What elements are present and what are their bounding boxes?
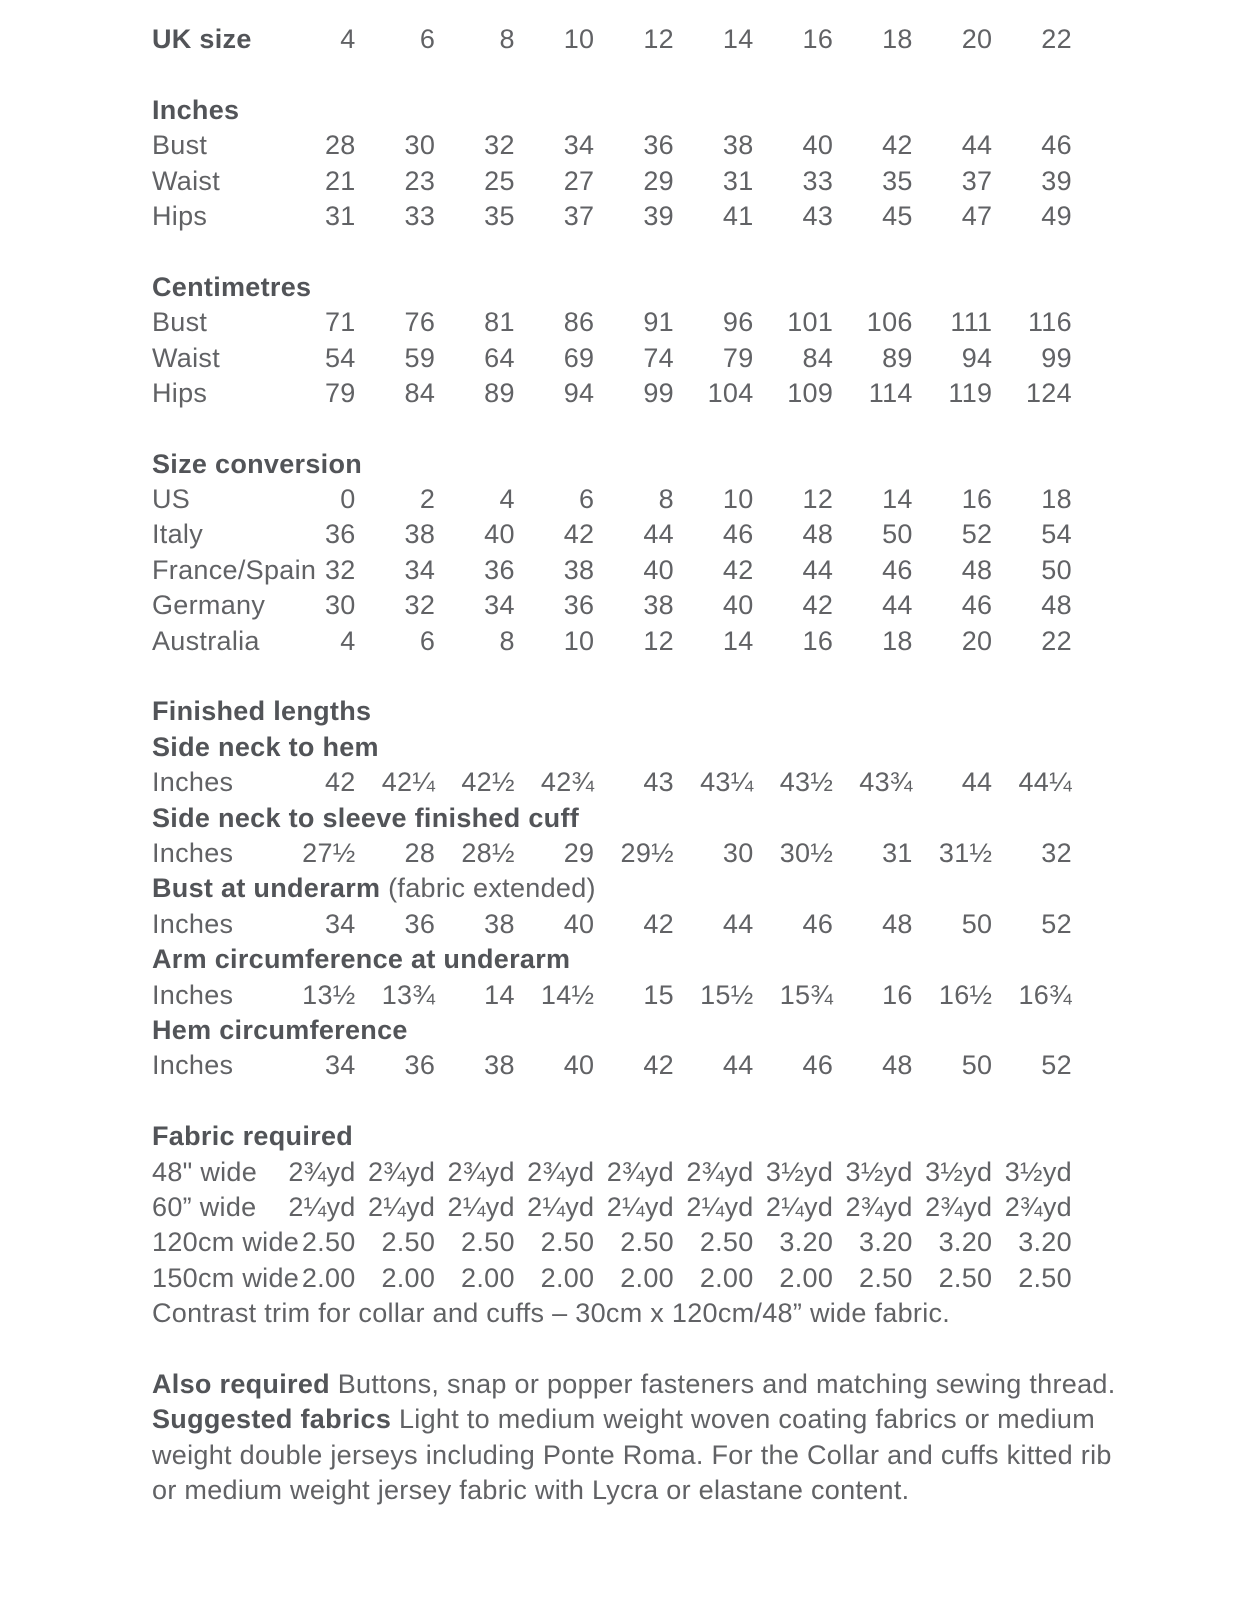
value-cell: 42¾ <box>540 767 595 798</box>
value-cell: 2¾yd <box>686 1156 754 1187</box>
measure-values-row <box>152 907 1072 942</box>
contrast-trim-note: Contrast trim for collar and cuffs – 30cm x 120cm/48” wide fabric. <box>152 1298 951 1329</box>
value-cell: 31 <box>324 200 356 231</box>
inches-waist-row <box>152 164 1072 199</box>
value-cell: 116 <box>1027 307 1072 338</box>
cm-waist-row <box>152 341 1072 376</box>
value-cell: 48 <box>1041 590 1072 621</box>
value-cell: 50 <box>1041 554 1072 585</box>
value-cell: 10 <box>563 24 595 54</box>
measure-title-text: Side neck to hem <box>152 731 379 762</box>
value-cell: 111 <box>950 307 993 338</box>
value-cell: 119 <box>948 377 993 408</box>
value-cell: 2¼yd <box>527 1191 595 1222</box>
row-label: Inches <box>152 767 234 798</box>
value-cell: 22 <box>1041 24 1072 54</box>
value-cell: 21 <box>324 165 356 196</box>
uk-size-label: UK size <box>152 24 252 54</box>
value-cell: 2.00 <box>540 1262 595 1293</box>
value-cell: 84 <box>404 377 436 408</box>
value-cell: 71 <box>324 307 356 338</box>
size-conversion-heading: Size conversion <box>152 448 363 479</box>
value-cell: 44 <box>643 519 674 550</box>
value-cell: 13½ <box>302 979 356 1010</box>
value-cell: 30½ <box>779 837 834 868</box>
measure-title <box>152 1013 1072 1048</box>
value-cell: 28½ <box>461 837 515 868</box>
value-cell: 2.00 <box>699 1262 754 1293</box>
value-cell: 47 <box>961 200 993 231</box>
value-cell: 44 <box>961 767 993 798</box>
value-cell: 22 <box>1041 625 1072 656</box>
value-cell: 2¾yd <box>288 1156 356 1187</box>
value-cell: 42 <box>324 767 356 798</box>
value-cell: 94 <box>563 377 595 408</box>
also-required-text: Buttons, snap or popper fasteners and matching sewing thread. <box>329 1368 1116 1399</box>
value-cell: 48 <box>802 519 834 550</box>
value-cell: 13¾ <box>381 979 436 1010</box>
section-gap <box>152 1084 1072 1119</box>
value-cell: 3.20 <box>938 1227 993 1258</box>
fabric-120cm-row <box>152 1225 1072 1260</box>
value-cell: 31½ <box>938 837 993 868</box>
value-cell: 2.00 <box>620 1262 674 1293</box>
value-cell: 38 <box>722 130 754 161</box>
value-cell: 10 <box>563 625 595 656</box>
value-cell: 36 <box>404 1050 436 1081</box>
value-cell: 2¾yd <box>527 1156 595 1187</box>
value-cell: 35 <box>484 200 515 231</box>
value-cell: 6 <box>419 625 436 656</box>
value-cell: 44 <box>722 908 754 939</box>
conversion-australia-row <box>152 624 1072 659</box>
value-cell: 40 <box>563 1050 595 1081</box>
value-cell: 35 <box>882 165 913 196</box>
value-cell: 12 <box>802 484 834 515</box>
value-cell: 38 <box>484 908 515 939</box>
value-cell: 42½ <box>461 767 515 798</box>
value-cell: 6 <box>579 484 595 515</box>
value-cell: 34 <box>484 590 515 621</box>
value-cell: 14 <box>484 979 515 1010</box>
value-cell: 16½ <box>938 979 993 1010</box>
value-cell: 42¼ <box>381 767 436 798</box>
row-label: 150cm wide <box>152 1262 300 1293</box>
value-cell: 43¾ <box>859 767 913 798</box>
value-cell: 2.50 <box>1018 1262 1072 1293</box>
value-cell: 44 <box>722 1050 754 1081</box>
value-cell: 2¼yd <box>606 1191 674 1222</box>
value-cell: 36 <box>563 590 595 621</box>
value-cell: 64 <box>484 342 515 373</box>
value-cell: 96 <box>722 307 754 338</box>
value-cell: 37 <box>563 200 595 231</box>
row-label: France/Spain <box>152 554 317 585</box>
value-cell: 104 <box>707 377 754 408</box>
value-cell: 15½ <box>700 979 754 1010</box>
value-cell: 2 <box>419 484 436 515</box>
conversion-us-row <box>152 482 1072 517</box>
row-label: Hips <box>152 377 208 408</box>
value-cell: 14½ <box>540 979 595 1010</box>
value-cell: 30 <box>722 837 754 868</box>
value-cell: 44¼ <box>1018 767 1072 798</box>
suggested-fabrics-note <box>152 1402 1142 1508</box>
inches-hips-row <box>152 199 1072 234</box>
measure-title <box>152 942 1072 977</box>
value-cell: 42 <box>643 908 674 939</box>
value-cell: 31 <box>882 837 913 868</box>
value-cell: 3½yd <box>765 1156 834 1187</box>
value-cell: 16 <box>802 24 834 54</box>
value-cell: 36 <box>484 554 515 585</box>
value-cell: 32 <box>484 130 515 161</box>
row-label: Inches <box>152 979 234 1010</box>
value-cell: 29 <box>563 837 595 868</box>
section-gap <box>152 1331 1072 1366</box>
value-cell: 48 <box>882 1050 913 1081</box>
value-cell: 12 <box>643 24 674 54</box>
also-required-lead: Also required <box>152 1368 330 1399</box>
value-cell: 39 <box>643 200 674 231</box>
conversion-italy-row <box>152 517 1072 552</box>
row-label: Bust <box>152 130 208 161</box>
section-gap <box>152 659 1072 694</box>
value-cell: 34 <box>404 554 436 585</box>
value-cell: 43½ <box>779 767 834 798</box>
value-cell: 4 <box>499 484 515 515</box>
value-cell: 2.50 <box>540 1227 595 1258</box>
value-cell: 6 <box>419 24 436 54</box>
value-cell: 45 <box>882 200 913 231</box>
value-cell: 86 <box>563 307 595 338</box>
value-cell: 27 <box>563 165 595 196</box>
value-cell: 20 <box>961 24 993 54</box>
value-cell: 30 <box>324 590 356 621</box>
value-cell: 74 <box>643 342 674 373</box>
value-cell: 101 <box>787 307 834 338</box>
value-cell: 18 <box>1041 484 1072 515</box>
fabric-48in-row <box>152 1155 1072 1190</box>
value-cell: 46 <box>802 1050 834 1081</box>
value-cell: 8 <box>658 484 674 515</box>
value-cell: 46 <box>961 590 993 621</box>
value-cell: 2¼yd <box>367 1191 436 1222</box>
value-cell: 38 <box>484 1050 515 1081</box>
value-cell: 18 <box>882 24 913 54</box>
value-cell: 16 <box>802 625 834 656</box>
value-cell: 2¼yd <box>288 1191 356 1222</box>
value-cell: 48 <box>961 554 993 585</box>
value-cell: 38 <box>404 519 436 550</box>
value-cell: 8 <box>499 24 515 54</box>
value-cell: 14 <box>722 625 754 656</box>
value-cell: 46 <box>1041 130 1072 161</box>
value-cell: 91 <box>643 307 674 338</box>
value-cell: 44 <box>802 554 834 585</box>
measure-title-text: Side neck to sleeve finished cuff <box>152 802 580 833</box>
value-cell: 50 <box>961 908 993 939</box>
value-cell: 49 <box>1041 200 1072 231</box>
value-cell: 76 <box>404 307 436 338</box>
value-cell: 42 <box>802 590 834 621</box>
measure-title <box>152 801 1072 836</box>
value-cell: 50 <box>882 519 913 550</box>
measure-values-row <box>152 836 1072 871</box>
value-cell: 0 <box>340 484 356 515</box>
value-cell: 2.50 <box>301 1227 356 1258</box>
value-cell: 40 <box>484 519 515 550</box>
fabric-60in-row <box>152 1190 1072 1225</box>
value-cell: 41 <box>722 200 754 231</box>
value-cell: 33 <box>802 165 834 196</box>
value-cell: 3.20 <box>1018 1227 1072 1258</box>
row-label: Waist <box>152 342 220 373</box>
value-cell: 46 <box>722 519 754 550</box>
cm-hips-row <box>152 376 1072 411</box>
finished-lengths-heading: Finished lengths <box>152 696 372 727</box>
value-cell: 3.20 <box>859 1227 913 1258</box>
row-label: Inches <box>152 908 234 939</box>
value-cell: 43 <box>643 767 674 798</box>
value-cell: 81 <box>484 307 515 338</box>
value-cell: 42 <box>563 519 595 550</box>
value-cell: 42 <box>722 554 754 585</box>
value-cell: 40 <box>643 554 674 585</box>
value-cell: 10 <box>722 484 754 515</box>
value-cell: 50 <box>961 1050 993 1081</box>
size-chart-sheet <box>152 22 1116 1508</box>
value-cell: 42 <box>643 1050 674 1081</box>
value-cell: 89 <box>882 342 913 373</box>
value-cell: 28 <box>404 837 436 868</box>
value-cell: 15 <box>643 979 674 1010</box>
value-cell: 39 <box>1041 165 1072 196</box>
value-cell: 48 <box>882 908 913 939</box>
row-label: Australia <box>152 625 260 656</box>
value-cell: 3½yd <box>1004 1156 1072 1187</box>
value-cell: 3.20 <box>779 1227 834 1258</box>
value-cell: 27½ <box>302 837 356 868</box>
value-cell: 29½ <box>620 837 674 868</box>
value-cell: 2¾yd <box>367 1156 436 1187</box>
value-cell: 16 <box>882 979 913 1010</box>
value-cell: 2.00 <box>779 1262 834 1293</box>
inches-heading: Inches <box>152 94 240 125</box>
value-cell: 12 <box>643 625 674 656</box>
value-cell: 30 <box>404 130 436 161</box>
value-cell: 2¾yd <box>447 1156 515 1187</box>
cm-bust-row <box>152 305 1072 340</box>
value-cell: 3½yd <box>845 1156 913 1187</box>
row-label: US <box>152 484 191 515</box>
value-cell: 38 <box>643 590 674 621</box>
value-cell: 32 <box>1041 837 1072 868</box>
value-cell: 33 <box>404 200 436 231</box>
measure-title-note: (fabric extended) <box>380 873 596 904</box>
value-cell: 3½yd <box>925 1156 993 1187</box>
row-label: Waist <box>152 165 220 196</box>
value-cell: 52 <box>1041 1050 1072 1081</box>
value-cell: 37 <box>961 165 993 196</box>
value-cell: 23 <box>404 165 436 196</box>
row-label: Hips <box>152 200 208 231</box>
section-gap <box>152 411 1072 446</box>
row-label: 120cm wide <box>152 1227 300 1258</box>
value-cell: 46 <box>802 908 834 939</box>
value-cell: 109 <box>787 377 834 408</box>
value-cell: 89 <box>484 377 515 408</box>
value-cell: 2¼yd <box>765 1191 834 1222</box>
centimetres-heading: Centimetres <box>152 271 312 302</box>
value-cell: 54 <box>1041 519 1072 550</box>
value-cell: 18 <box>882 625 913 656</box>
value-cell: 54 <box>324 342 356 373</box>
value-cell: 4 <box>340 24 356 54</box>
value-cell: 8 <box>499 625 515 656</box>
also-required-note <box>152 1367 1142 1402</box>
value-cell: 114 <box>868 377 913 408</box>
section-gap <box>152 234 1072 269</box>
value-cell: 2.50 <box>938 1262 993 1293</box>
value-cell: 99 <box>643 377 674 408</box>
value-cell: 43 <box>802 200 834 231</box>
value-cell: 44 <box>882 590 913 621</box>
measure-title-text: Hem circumference <box>152 1014 408 1045</box>
value-cell: 31 <box>722 165 754 196</box>
value-cell: 2¼yd <box>447 1191 515 1222</box>
value-cell: 2¾yd <box>1004 1191 1072 1222</box>
value-cell: 2.00 <box>301 1262 356 1293</box>
value-cell: 52 <box>1041 908 1072 939</box>
value-cell: 40 <box>802 130 834 161</box>
value-cell: 2.50 <box>381 1227 436 1258</box>
value-cell: 25 <box>484 165 515 196</box>
value-cell: 44 <box>961 130 993 161</box>
suggested-fabrics-lead: Suggested fabrics <box>152 1404 392 1435</box>
measure-title <box>152 871 1072 906</box>
row-label: Inches <box>152 1050 234 1081</box>
value-cell: 16¾ <box>1018 979 1072 1010</box>
row-label: Inches <box>152 837 234 868</box>
row-label: 60” wide <box>152 1191 257 1222</box>
value-cell: 2¼yd <box>686 1191 754 1222</box>
value-cell: 2.00 <box>461 1262 515 1293</box>
value-cell: 79 <box>324 377 356 408</box>
value-cell: 32 <box>404 590 436 621</box>
value-cell: 36 <box>643 130 674 161</box>
measure-title <box>152 730 1072 765</box>
measure-title-text: Bust at underarm <box>152 873 381 904</box>
value-cell: 2¾yd <box>925 1191 993 1222</box>
value-cell: 2.50 <box>461 1227 515 1258</box>
suggested-fabrics-text: Light to medium weight woven coating fabrics or medium weight double jerseys including Ponte Roma. For the Collar and cuffs kitted rib or medium weight jersey fabric with Lycra or elastane content. <box>152 1404 1112 1506</box>
fabric-required-heading: Fabric required <box>152 1121 354 1152</box>
value-cell: 124 <box>1025 377 1072 408</box>
value-cell: 34 <box>324 1050 356 1081</box>
value-cell: 14 <box>882 484 913 515</box>
value-cell: 28 <box>324 130 356 161</box>
value-cell: 106 <box>866 307 913 338</box>
row-label: 48" wide <box>152 1156 258 1187</box>
value-cell: 79 <box>722 342 754 373</box>
value-cell: 40 <box>563 908 595 939</box>
row-label: Italy <box>152 519 204 550</box>
value-cell: 20 <box>961 625 993 656</box>
row-label: Bust <box>152 307 208 338</box>
value-cell: 69 <box>563 342 595 373</box>
value-cell: 36 <box>324 519 356 550</box>
value-cell: 46 <box>882 554 913 585</box>
fabric-150cm-row <box>152 1261 1072 1296</box>
value-cell: 2.00 <box>381 1262 436 1293</box>
measure-values-row <box>152 1048 1072 1083</box>
conversion-germany-row <box>152 588 1072 623</box>
value-cell: 42 <box>882 130 913 161</box>
uk-size-row <box>152 22 1072 57</box>
value-cell: 34 <box>563 130 595 161</box>
value-cell: 94 <box>961 342 993 373</box>
section-gap <box>152 57 1072 92</box>
value-cell: 15¾ <box>779 979 834 1010</box>
value-cell: 34 <box>324 908 356 939</box>
value-cell: 29 <box>643 165 674 196</box>
value-cell: 14 <box>722 24 754 54</box>
value-cell: 52 <box>961 519 993 550</box>
value-cell: 2.50 <box>620 1227 674 1258</box>
conversion-france-spain-row <box>152 553 1072 588</box>
value-cell: 84 <box>802 342 834 373</box>
value-cell: 32 <box>324 554 356 585</box>
value-cell: 2¾yd <box>606 1156 674 1187</box>
measure-values-row <box>152 978 1072 1013</box>
value-cell: 99 <box>1041 342 1072 373</box>
value-cell: 4 <box>340 625 356 656</box>
value-cell: 36 <box>404 908 436 939</box>
value-cell: 40 <box>722 590 754 621</box>
measure-values-row <box>152 765 1072 800</box>
value-cell: 38 <box>563 554 595 585</box>
inches-bust-row <box>152 128 1072 163</box>
value-cell: 2¾yd <box>845 1191 913 1222</box>
value-cell: 2.50 <box>859 1262 913 1293</box>
row-label: Germany <box>152 590 266 621</box>
measure-title-text: Arm circumference at underarm <box>152 944 571 975</box>
value-cell: 59 <box>404 342 436 373</box>
value-cell: 43¼ <box>700 767 754 798</box>
value-cell: 16 <box>961 484 993 515</box>
value-cell: 2.50 <box>699 1227 754 1258</box>
